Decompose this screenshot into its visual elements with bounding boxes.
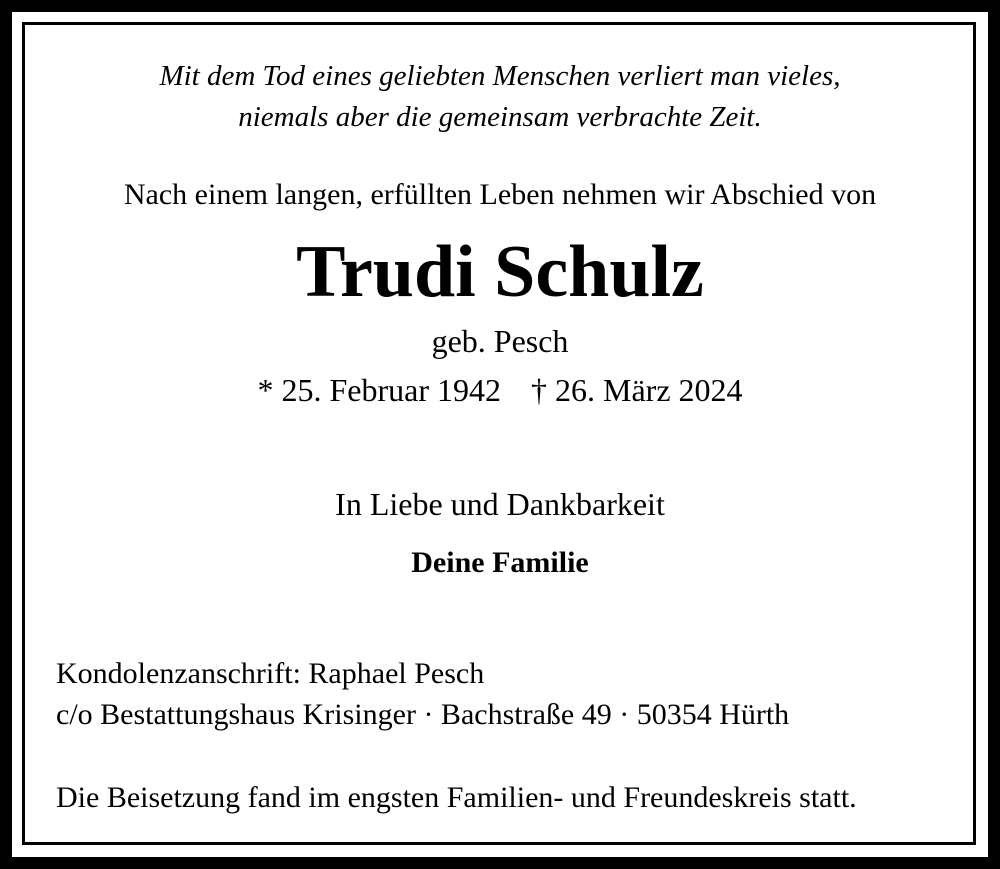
closing-phrase: In Liebe und Dankbarkeit [335, 486, 665, 522]
life-dates [0, 371, 1000, 409]
family-signature: Deine Familie [411, 546, 589, 579]
birth-date: * 25. Februar 1942 [257, 372, 501, 408]
intro-text: Nach einem langen, erfüllten Leben nehmen wir Abschied von [123, 178, 877, 211]
deceased-name: Trudi Schulz [296, 231, 704, 313]
motto-line-1: Mit dem Tod eines geliebten Menschen verliert man vieles, [159, 60, 841, 92]
condolence-address-line-2: c/o Bestattungshaus Krisinger · Bachstraße 49 · 50354 Hürth [56, 698, 790, 731]
condolence-address-line-1: Kondolenzanschrift: Raphael Pesch [56, 657, 485, 690]
death-date: † 26. März 2024 [531, 372, 743, 408]
motto-line-2: niemals aber die gemeinsam verbrachte Zeit. [238, 101, 762, 133]
birth-name: geb. Pesch [431, 323, 569, 359]
funeral-note: Die Beisetzung fand im engsten Familien- und Freundeskreis statt. [56, 781, 857, 814]
